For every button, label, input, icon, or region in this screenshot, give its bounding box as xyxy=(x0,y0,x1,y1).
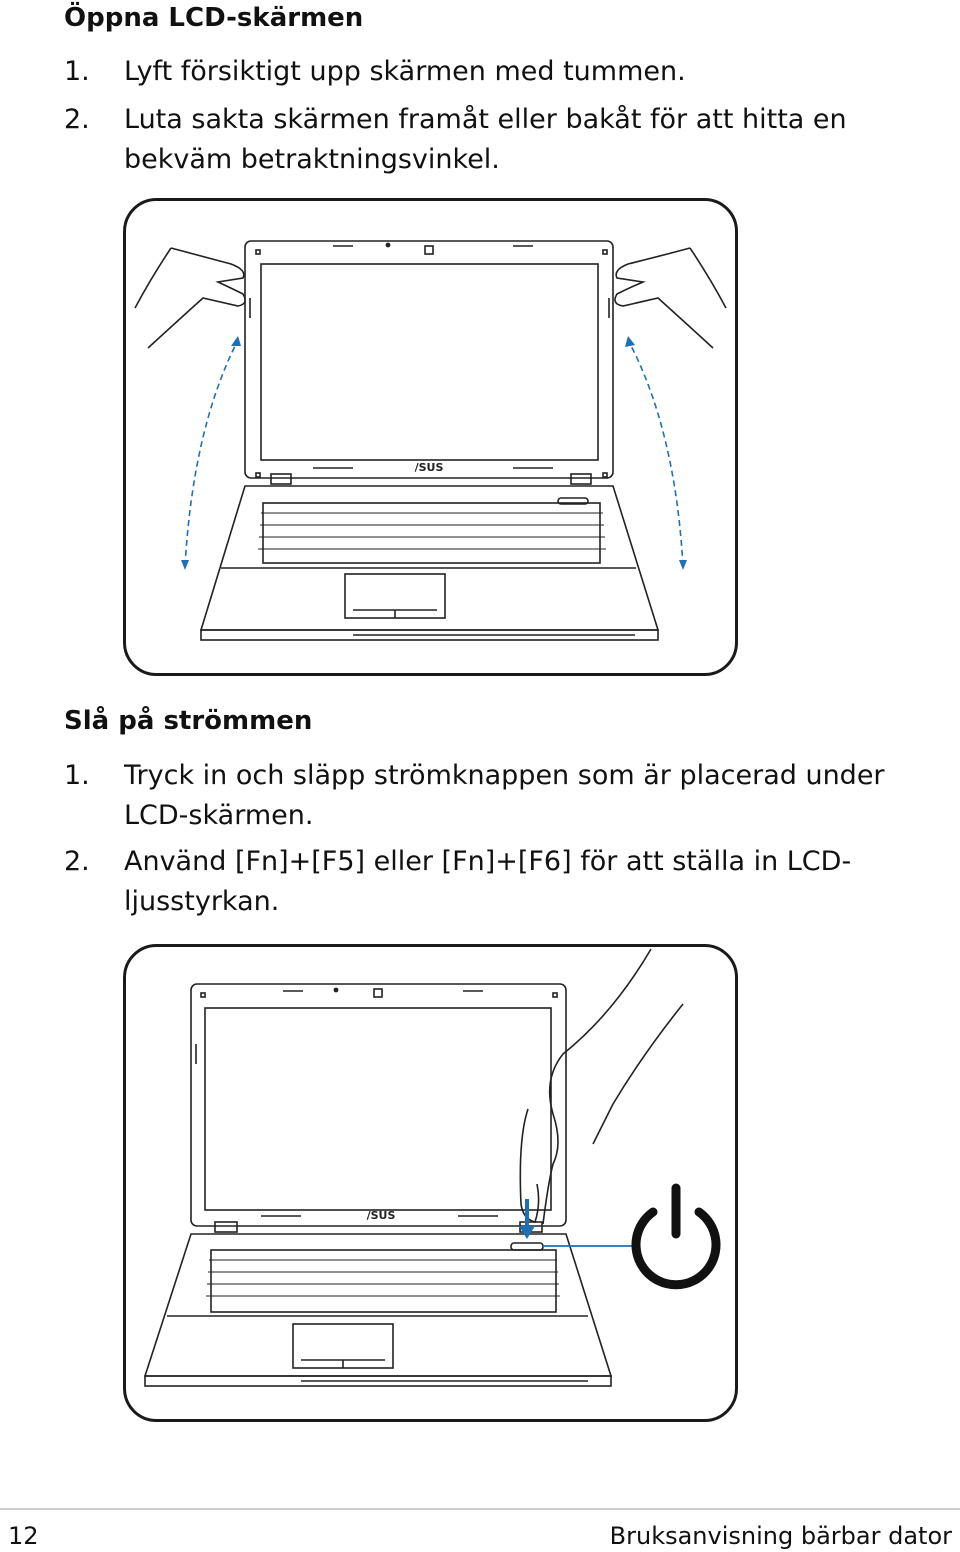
page-number: 12 xyxy=(8,1522,39,1550)
figure-frame xyxy=(125,200,737,675)
asus-logo: /SUS xyxy=(366,1209,396,1222)
figure-open-lcd xyxy=(123,198,738,676)
section-heading-power-on: Slå på strömmen xyxy=(64,706,313,736)
list-item-text: Använd [Fn]+[F5] eller [Fn]+[F6] för att ställa in LCD-ljusstyrkan. xyxy=(124,846,852,917)
arrowhead-icon xyxy=(679,560,687,570)
figure-frame xyxy=(125,946,737,1421)
hand-icon xyxy=(135,248,245,348)
hand-icon xyxy=(520,949,683,1224)
list-item-number: 2. xyxy=(64,104,90,135)
asus-logo: /SUS xyxy=(414,461,444,474)
section-heading-open-lcd: Öppna LCD-skärmen xyxy=(64,3,364,33)
dashed-arrow-icon xyxy=(185,340,238,566)
figure-power-on xyxy=(123,944,738,1422)
laptop-illustration xyxy=(145,984,611,1386)
hand-icon xyxy=(615,248,726,348)
list-item-number: 2. xyxy=(64,846,90,877)
list-item-text: Lyft försiktigt upp skärmen med tummen. xyxy=(124,56,686,87)
arrowhead-icon xyxy=(231,336,241,346)
dashed-arrow-icon xyxy=(628,340,683,566)
footer-divider xyxy=(0,1508,960,1510)
footer-title: Bruksanvisning bärbar dator xyxy=(609,1522,952,1550)
list-item-text: Tryck in och släpp strömknappen som är placerad under LCD-skärmen. xyxy=(124,760,885,831)
list-item-number: 1. xyxy=(64,56,90,87)
list-item-text: Luta sakta skärmen framåt eller bakåt för att hitta en bekväm betraktningsvinkel. xyxy=(124,104,847,175)
laptop-illustration xyxy=(201,241,658,640)
arrowhead-icon xyxy=(181,560,189,570)
arrowhead-icon xyxy=(625,336,635,347)
list-item-number: 1. xyxy=(64,760,90,791)
power-symbol-icon xyxy=(636,1188,716,1285)
